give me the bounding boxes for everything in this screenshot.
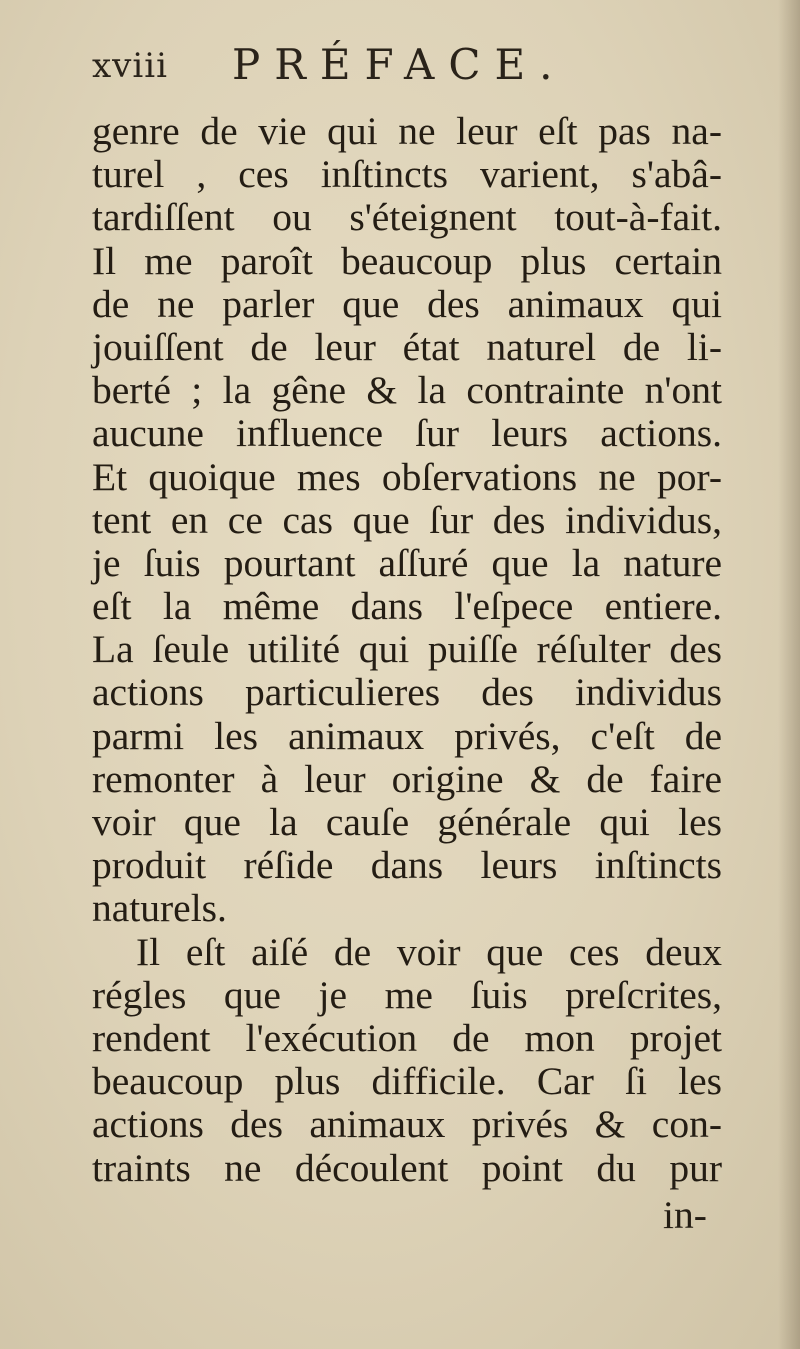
text-line: actions des animaux privés & con-: [92, 1102, 722, 1147]
text-line: beaucoup plus difficile. Car ſi les: [92, 1059, 722, 1104]
text-line: produit réſide dans leurs inſtincts: [92, 843, 722, 888]
text-line: berté ; la gêne & la contrainte n'ont: [92, 368, 722, 413]
text-line: actions particulieres des individus: [92, 670, 722, 715]
text-line: parmi les animaux privés, c'eſt de: [92, 713, 722, 758]
page-gutter-shadow: [778, 0, 800, 1349]
running-header: [92, 40, 752, 90]
catchword: in-: [663, 1193, 707, 1237]
text-line: aucune influence ſur leurs actions.: [92, 411, 722, 456]
page-number: xviii: [92, 46, 169, 86]
text-line: eſt la même dans l'eſpece entiere.: [92, 584, 722, 629]
text-line: jouiſſent de leur état naturel de li-: [92, 324, 722, 369]
text-line: tardiſſent ou s'éteignent tout-à-fait.: [92, 195, 722, 240]
text-line: rendent l'exécution de mon projet: [92, 1015, 722, 1060]
text-line: genre de vie qui ne leur eſt pas na-: [92, 109, 722, 153]
text-line: Il me paroît beaucoup plus certain: [92, 238, 722, 283]
text-line: La ſeule utilité qui puiſſe réſulter des: [92, 627, 722, 672]
paragraph-start-line: Il eſt aiſé de voir que ces deux: [136, 929, 722, 974]
running-title: PRÉFACE.: [232, 40, 567, 89]
text-line: régles que je me ſuis preſcrites,: [92, 972, 722, 1017]
text-line: voir que la cauſe générale qui les: [92, 800, 722, 844]
body-text: [92, 110, 722, 1190]
paragraph-end-line: naturels.: [92, 886, 227, 931]
text-line: traints ne découlent point du pur: [92, 1145, 722, 1190]
text-line: remonter à leur origine & de faire: [92, 756, 722, 801]
text-line: tent en ce cas que ſur des individus,: [92, 497, 722, 542]
text-line: turel , ces inſtincts varient, s'abâ-: [92, 152, 722, 197]
text-line: Et quoique mes obſervations ne por-: [92, 454, 722, 499]
text-line: je ſuis pourtant aſſuré que la nature: [92, 540, 722, 585]
text-line: de ne parler que des animaux qui: [92, 281, 722, 326]
